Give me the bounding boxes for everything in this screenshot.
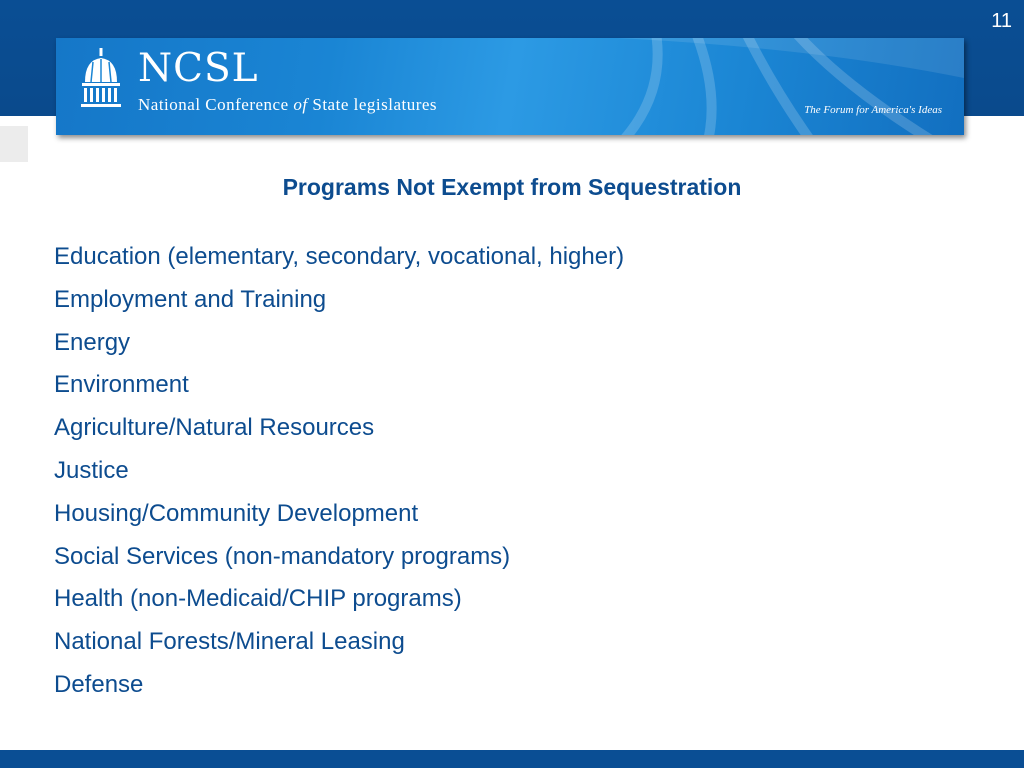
program-list: [54, 236, 624, 707]
ncsl-banner: [56, 38, 964, 135]
logo-full-name: [138, 95, 437, 115]
tagline: The Forum for America's Ideas: [804, 104, 942, 116]
footer-band: [0, 750, 1024, 768]
logo-name-part2: State legislatures: [312, 95, 438, 114]
program-item: Social Services (non-mandatory programs): [54, 542, 511, 570]
program-item: Housing/Community Development: [54, 499, 419, 527]
program-item: Education (elementary, secondary, vocational, higher): [54, 243, 625, 270]
capitol-dome-icon: [78, 48, 124, 110]
slide-number: 11: [991, 10, 1012, 32]
program-item: Environment: [54, 371, 189, 399]
program-item: Employment and Training: [54, 285, 327, 313]
program-item: Energy: [54, 328, 131, 356]
program-item: Defense: [54, 670, 144, 698]
program-item: Agriculture/Natural Resources: [54, 414, 375, 442]
program-item: Health (non-Medicaid/CHIP programs): [54, 585, 462, 613]
program-item: Justice: [54, 456, 129, 484]
logo-abbreviation: NCSL: [138, 46, 259, 91]
slide-title: Programs Not Exempt from Sequestration: [282, 174, 742, 200]
logo-name-part1: National Conference: [138, 95, 289, 114]
logo-name-of: of: [293, 95, 308, 114]
program-item: National Forests/Mineral Leasing: [54, 628, 405, 656]
side-tab-decoration: [0, 126, 28, 162]
